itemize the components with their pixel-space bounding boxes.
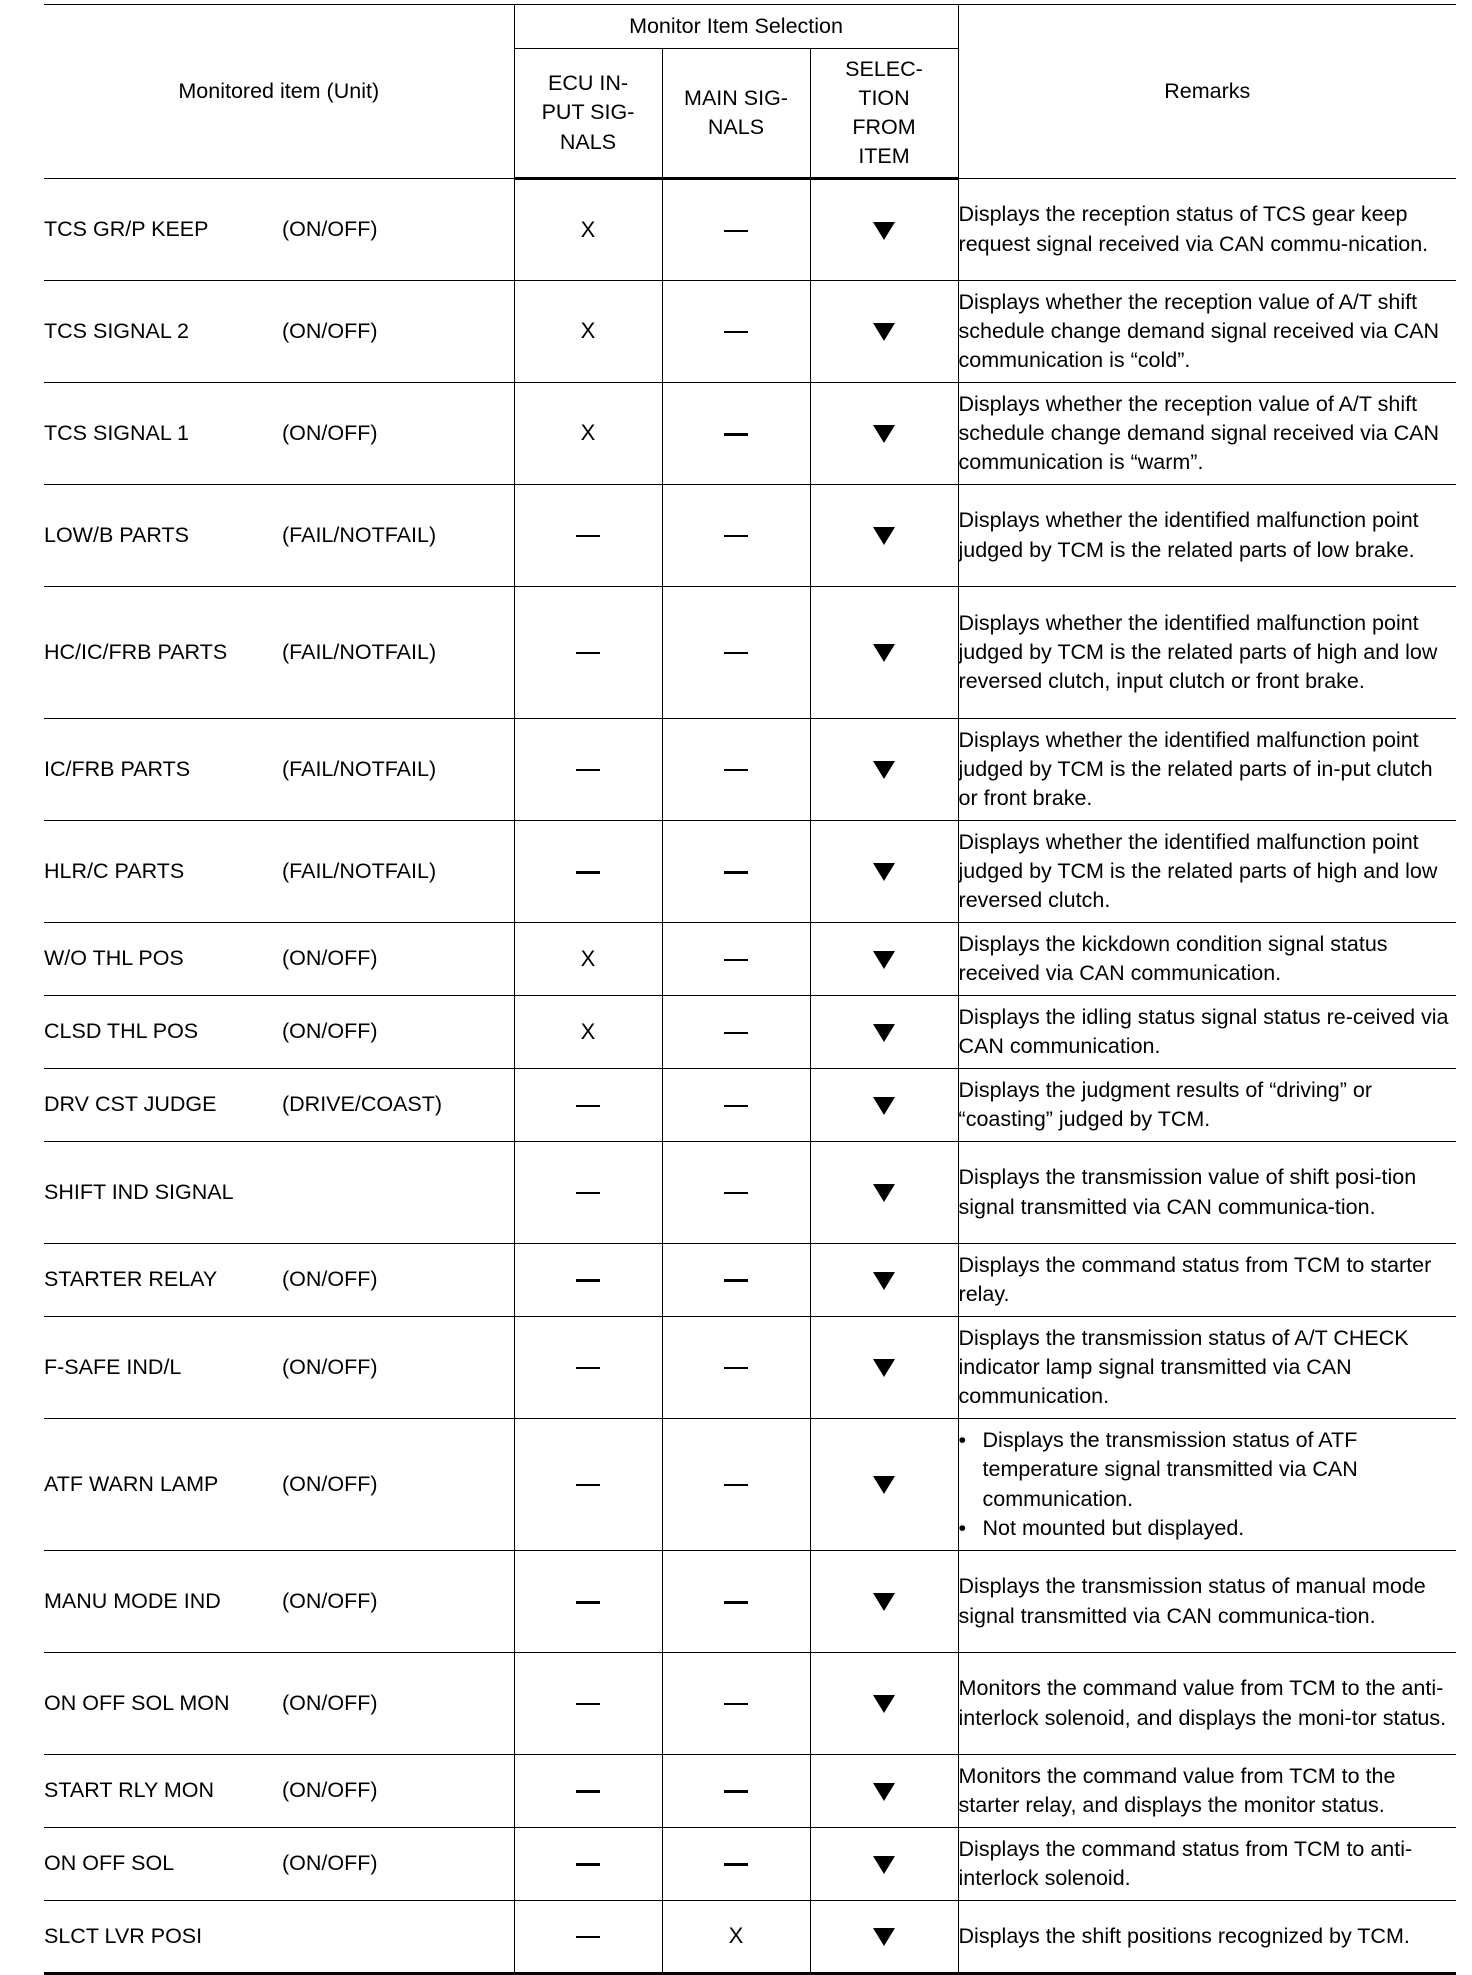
triangle-down-icon	[873, 761, 895, 779]
x-mark: X	[580, 420, 596, 446]
header-main-signals: MAIN SIG- NALS	[662, 49, 810, 179]
remarks-text: Displays the transmission status of ATF temperature signal transmitted via CAN communication.	[982, 1428, 1358, 1511]
item-unit: (FAIL/NOTFAIL)	[282, 756, 437, 781]
main-signals-cell	[662, 485, 810, 587]
remarks-cell	[958, 821, 1456, 923]
item-name: TCS GR/P KEEP	[44, 216, 209, 241]
remarks-cell	[958, 1653, 1456, 1755]
item-name: SLCT LVR POSI	[44, 1923, 203, 1948]
dash-mark	[724, 1790, 748, 1793]
x-mark: X	[580, 945, 596, 971]
remarks-text: Displays the transmission value of shift posi-tion signal transmitted via CAN communica-tion.	[958, 1165, 1417, 1219]
table-row	[44, 923, 1456, 996]
bullet-icon: •	[958, 1428, 967, 1453]
dash-mark	[576, 1484, 600, 1486]
remarks-bullet	[959, 1514, 1457, 1543]
dash-mark	[576, 652, 600, 654]
selection-cell	[810, 1419, 958, 1551]
main-signals-cell	[662, 1317, 810, 1419]
x-mark: X	[580, 216, 596, 242]
remarks-text: Displays whether the identified malfunction point judged by TCM is the related parts of in-put clutch or front brake.	[958, 727, 1433, 810]
monitored-item-cell	[44, 1244, 514, 1317]
dash-mark	[576, 1367, 600, 1369]
ecu-input-cell	[514, 1244, 662, 1317]
x-mark: X	[580, 318, 596, 344]
table-body	[44, 179, 1456, 1974]
remarks-cell	[958, 485, 1456, 587]
table-row	[44, 996, 1456, 1069]
remarks-text: Displays the transmission status of A/T CHECK indicator lamp signal transmitted via CAN communication.	[958, 1325, 1409, 1408]
table-row	[44, 1069, 1456, 1142]
selection-cell	[810, 1901, 958, 1974]
dash-mark	[724, 1367, 748, 1369]
dash-mark	[576, 871, 600, 874]
ecu-input-cell	[514, 281, 662, 383]
triangle-down-icon	[873, 863, 895, 881]
remarks-text: Displays whether the identified malfunction point judged by TCM is the related parts of high and low reversed clutch, input clutch or front brake.	[958, 610, 1438, 693]
triangle-down-icon	[873, 1928, 895, 1946]
selection-cell	[810, 1317, 958, 1419]
remarks-cell	[958, 1551, 1456, 1653]
item-unit: (ON/OFF)	[282, 1471, 378, 1496]
remarks-cell	[958, 1317, 1456, 1419]
item-unit: (ON/OFF)	[282, 1267, 378, 1292]
monitored-item-cell	[44, 923, 514, 996]
item-unit: (DRIVE/COAST)	[282, 1092, 443, 1117]
remarks-cell	[958, 1142, 1456, 1244]
selection-cell	[810, 923, 958, 996]
remarks-text: Displays whether the identified malfunction point judged by TCM is the related parts of low brake.	[958, 508, 1419, 562]
main-signals-cell	[662, 1069, 810, 1142]
remarks-text: Monitors the command value from TCM to the anti-interlock solenoid, and displays the moni-tor status.	[958, 1676, 1447, 1730]
main-signals-cell	[662, 1901, 810, 1974]
item-name: CLSD THL POS	[44, 1019, 199, 1044]
dash-mark	[576, 1279, 600, 1282]
triangle-down-icon	[873, 1476, 895, 1494]
remarks-text: Displays the idling status signal status re-ceived via CAN communication.	[958, 1004, 1449, 1058]
monitored-item-cell	[44, 821, 514, 923]
triangle-down-icon	[873, 323, 895, 341]
remarks-cell	[958, 1828, 1456, 1901]
selection-cell	[810, 1828, 958, 1901]
x-mark: X	[728, 1923, 744, 1949]
ecu-input-cell	[514, 923, 662, 996]
triangle-down-icon	[873, 644, 895, 662]
item-unit: (ON/OFF)	[282, 1354, 378, 1379]
item-unit: (ON/OFF)	[282, 1588, 378, 1613]
x-mark: X	[580, 1018, 596, 1044]
dash-mark	[724, 433, 748, 436]
monitored-item-cell	[44, 996, 514, 1069]
item-name: MANU MODE IND	[44, 1588, 221, 1613]
remarks-bullet	[959, 1426, 1457, 1513]
remarks-text: Not mounted but displayed.	[982, 1515, 1245, 1540]
item-name: ATF WARN LAMP	[44, 1471, 219, 1496]
remarks-cell	[958, 1419, 1456, 1551]
main-signals-cell	[662, 1755, 810, 1828]
item-name: IC/FRB PARTS	[44, 756, 191, 781]
main-signals-cell	[662, 996, 810, 1069]
dash-mark	[724, 1105, 748, 1107]
triangle-down-icon	[873, 1695, 895, 1713]
triangle-down-icon	[873, 951, 895, 969]
monitored-item-cell	[44, 179, 514, 281]
item-unit: (ON/OFF)	[282, 946, 378, 971]
ecu-input-cell	[514, 1069, 662, 1142]
monitored-item-cell	[44, 1142, 514, 1244]
dash-mark	[724, 331, 748, 333]
remarks-cell	[958, 1069, 1456, 1142]
main-signals-cell	[662, 1419, 810, 1551]
selection-cell	[810, 281, 958, 383]
selection-cell	[810, 821, 958, 923]
selection-cell	[810, 1551, 958, 1653]
remarks-text: Displays the kickdown condition signal status received via CAN communication.	[958, 931, 1388, 985]
selection-cell	[810, 719, 958, 821]
triangle-down-icon	[873, 1856, 895, 1874]
table-row	[44, 821, 1456, 923]
item-unit: (ON/OFF)	[282, 216, 378, 241]
item-name: ON OFF SOL	[44, 1851, 175, 1876]
monitored-item-cell	[44, 1828, 514, 1901]
item-unit: (FAIL/NOTFAIL)	[282, 858, 437, 883]
selection-cell	[810, 1755, 958, 1828]
table-row	[44, 1142, 1456, 1244]
header-remarks: Remarks	[958, 5, 1456, 179]
dash-mark	[724, 1192, 748, 1194]
item-name: START RLY MON	[44, 1778, 215, 1803]
remarks-text: Displays whether the reception value of A/T shift schedule change demand signal received via CAN communication is “cold”.	[958, 289, 1439, 372]
selection-cell	[810, 1244, 958, 1317]
remarks-cell	[958, 923, 1456, 996]
item-unit: (ON/OFF)	[282, 318, 378, 343]
main-signals-cell	[662, 923, 810, 996]
header-ecu-input-signals: ECU IN- PUT SIG- NALS	[514, 49, 662, 179]
dash-mark	[576, 1936, 600, 1938]
monitored-item-cell	[44, 1551, 514, 1653]
item-unit: (ON/OFF)	[282, 420, 378, 445]
main-signals-cell	[662, 281, 810, 383]
monitored-item-cell	[44, 1901, 514, 1974]
table-row	[44, 1755, 1456, 1828]
main-signals-cell	[662, 1653, 810, 1755]
triangle-down-icon	[873, 1024, 895, 1042]
remarks-cell	[958, 383, 1456, 485]
dash-mark	[724, 871, 748, 874]
dash-mark	[724, 535, 748, 537]
bullet-icon: •	[958, 1515, 967, 1540]
selection-cell	[810, 1653, 958, 1755]
item-unit: (ON/OFF)	[282, 1019, 378, 1044]
ecu-input-cell	[514, 1653, 662, 1755]
dash-mark	[576, 535, 600, 537]
ecu-input-cell	[514, 1419, 662, 1551]
item-unit: (ON/OFF)	[282, 1690, 378, 1715]
main-signals-cell	[662, 1244, 810, 1317]
main-signals-cell	[662, 1142, 810, 1244]
dash-mark	[576, 1863, 600, 1866]
ecu-input-cell	[514, 1901, 662, 1974]
dash-mark	[724, 769, 748, 771]
dash-mark	[576, 1703, 600, 1705]
monitored-item-cell	[44, 1755, 514, 1828]
item-name: HLR/C PARTS	[44, 858, 185, 883]
item-unit: (FAIL/NOTFAIL)	[282, 522, 437, 547]
ecu-input-cell	[514, 179, 662, 281]
table-row	[44, 1244, 1456, 1317]
table-row	[44, 1419, 1456, 1551]
table-row	[44, 383, 1456, 485]
dash-mark	[724, 652, 748, 654]
triangle-down-icon	[873, 527, 895, 545]
remarks-text: Displays the reception status of TCS gear keep request signal received via CAN commu-nication.	[958, 202, 1429, 256]
dash-mark	[724, 230, 748, 232]
monitored-item-cell	[44, 719, 514, 821]
dash-mark	[724, 1032, 748, 1034]
remarks-text: Displays the shift positions recognized by TCM.	[958, 1923, 1410, 1948]
header-monitored-item: Monitored item (Unit)	[44, 5, 514, 179]
ecu-input-cell	[514, 996, 662, 1069]
triangle-down-icon	[873, 1783, 895, 1801]
monitor-item-table	[44, 4, 1456, 1975]
ecu-input-cell	[514, 587, 662, 719]
item-name: STARTER RELAY	[44, 1267, 218, 1292]
remarks-text: Displays the transmission status of manual mode signal transmitted via CAN communica-tion.	[958, 1574, 1426, 1628]
remarks-cell	[958, 1244, 1456, 1317]
item-unit: (ON/OFF)	[282, 1778, 378, 1803]
selection-cell	[810, 179, 958, 281]
remarks-text: Displays whether the reception value of A/T shift schedule change demand signal received via CAN communication is “warm”.	[958, 391, 1439, 474]
selection-cell	[810, 1069, 958, 1142]
item-name: TCS SIGNAL 2	[44, 318, 189, 343]
table-row	[44, 179, 1456, 281]
selection-cell	[810, 485, 958, 587]
dash-mark	[724, 1484, 748, 1486]
remarks-text: Displays the command status from TCM to starter relay.	[958, 1252, 1432, 1306]
item-name: SHIFT IND SIGNAL	[44, 1179, 234, 1204]
ecu-input-cell	[514, 1142, 662, 1244]
selection-cell	[810, 383, 958, 485]
table-row	[44, 1653, 1456, 1755]
dash-mark	[576, 769, 600, 771]
remarks-cell	[958, 996, 1456, 1069]
main-signals-cell	[662, 383, 810, 485]
remarks-text: Displays the judgment results of “driving” or “coasting” judged by TCM.	[958, 1077, 1372, 1131]
ecu-input-cell	[514, 383, 662, 485]
ecu-input-cell	[514, 821, 662, 923]
header-monitor-item-selection: Monitor Item Selection	[514, 5, 958, 49]
triangle-down-icon	[873, 1097, 895, 1115]
monitored-item-cell	[44, 1653, 514, 1755]
header-selection-from-item: SELEC- TION FROM ITEM	[810, 49, 958, 179]
table-row	[44, 719, 1456, 821]
main-signals-cell	[662, 179, 810, 281]
remarks-text: Displays the command status from TCM to anti-interlock solenoid.	[958, 1836, 1413, 1890]
dash-mark	[576, 1192, 600, 1194]
ecu-input-cell	[514, 719, 662, 821]
monitored-item-cell	[44, 1069, 514, 1142]
ecu-input-cell	[514, 1551, 662, 1653]
monitored-item-cell	[44, 485, 514, 587]
table-row	[44, 485, 1456, 587]
item-name: ON OFF SOL MON	[44, 1690, 230, 1715]
remarks-cell	[958, 1901, 1456, 1974]
item-name: TCS SIGNAL 1	[44, 420, 189, 445]
dash-mark	[576, 1105, 600, 1107]
monitored-item-cell	[44, 587, 514, 719]
dash-mark	[724, 1601, 748, 1604]
triangle-down-icon	[873, 425, 895, 443]
item-name: LOW/B PARTS	[44, 522, 189, 547]
table-row	[44, 281, 1456, 383]
triangle-down-icon	[873, 1184, 895, 1202]
selection-cell	[810, 996, 958, 1069]
ecu-input-cell	[514, 1828, 662, 1901]
triangle-down-icon	[873, 1593, 895, 1611]
dash-mark	[576, 1601, 600, 1604]
triangle-down-icon	[873, 222, 895, 240]
item-name: F-SAFE IND/L	[44, 1354, 182, 1379]
main-signals-cell	[662, 1828, 810, 1901]
remarks-cell	[958, 179, 1456, 281]
remarks-cell	[958, 719, 1456, 821]
remarks-cell	[958, 1755, 1456, 1828]
table-row	[44, 1551, 1456, 1653]
dash-mark	[724, 1863, 748, 1866]
triangle-down-icon	[873, 1359, 895, 1377]
item-name: W/O THL POS	[44, 946, 184, 971]
triangle-down-icon	[873, 1272, 895, 1290]
dash-mark	[724, 959, 748, 961]
item-unit: (FAIL/NOTFAIL)	[282, 639, 437, 664]
item-name: DRV CST JUDGE	[44, 1092, 217, 1117]
table-row	[44, 1901, 1456, 1974]
selection-cell	[810, 587, 958, 719]
monitored-item-cell	[44, 383, 514, 485]
dash-mark	[724, 1703, 748, 1705]
monitored-item-cell	[44, 281, 514, 383]
table-row	[44, 1317, 1456, 1419]
table-row	[44, 1828, 1456, 1901]
selection-cell	[810, 1142, 958, 1244]
item-unit: (ON/OFF)	[282, 1851, 378, 1876]
ecu-input-cell	[514, 485, 662, 587]
dash-mark	[724, 1279, 748, 1282]
remarks-cell	[958, 281, 1456, 383]
main-signals-cell	[662, 1551, 810, 1653]
item-name: HC/IC/FRB PARTS	[44, 639, 228, 664]
remarks-text: Monitors the command value from TCM to the starter relay, and displays the monitor status.	[958, 1763, 1396, 1817]
main-signals-cell	[662, 821, 810, 923]
monitored-item-cell	[44, 1419, 514, 1551]
dash-mark	[576, 1790, 600, 1793]
main-signals-cell	[662, 719, 810, 821]
remarks-cell	[958, 587, 1456, 719]
remarks-text: Displays whether the identified malfunction point judged by TCM is the related parts of high and low reversed clutch.	[958, 829, 1438, 912]
ecu-input-cell	[514, 1755, 662, 1828]
ecu-input-cell	[514, 1317, 662, 1419]
main-signals-cell	[662, 587, 810, 719]
monitored-item-cell	[44, 1317, 514, 1419]
table-row	[44, 587, 1456, 719]
